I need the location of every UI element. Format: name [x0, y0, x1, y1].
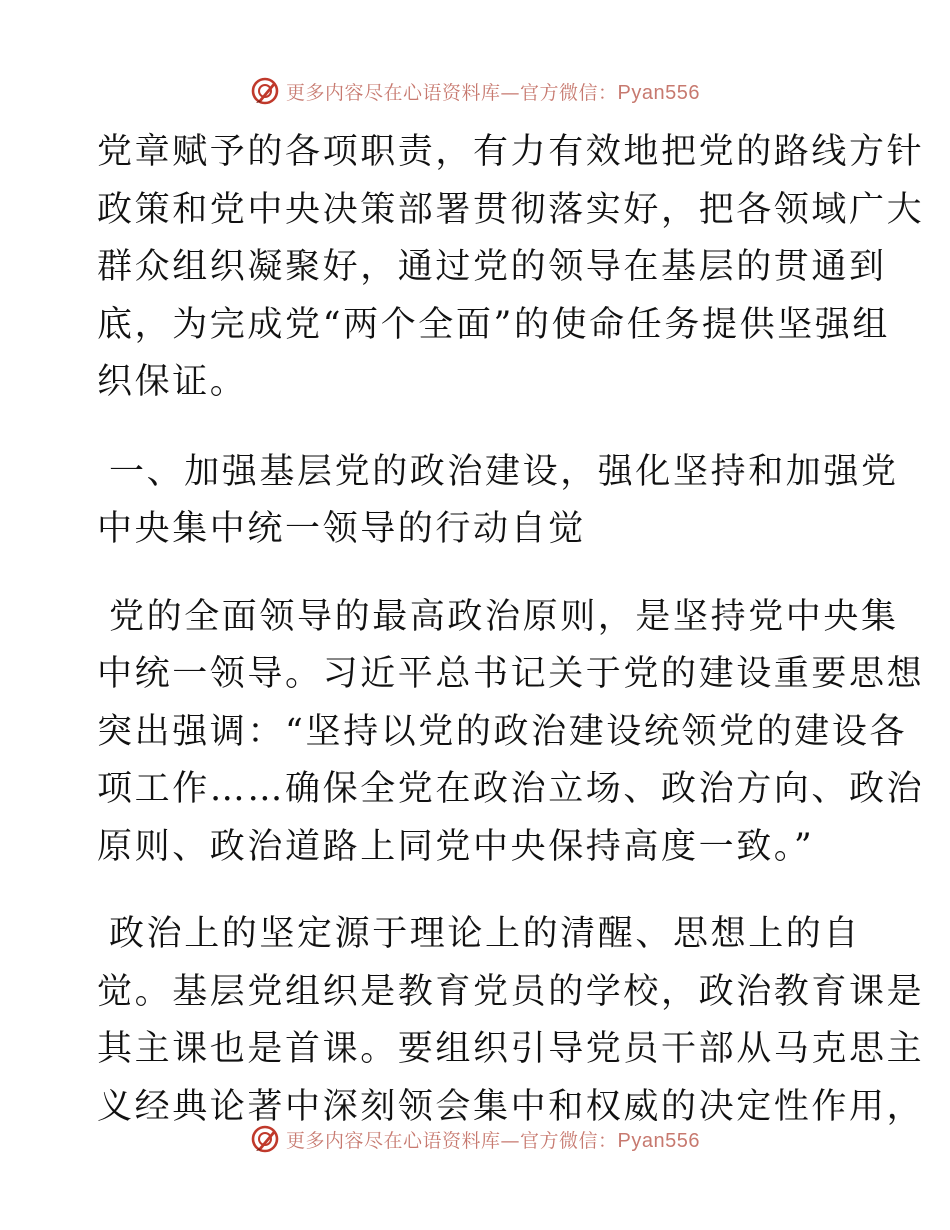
watermark-wechat-id: Pyan556: [617, 1129, 700, 1152]
document-body: [97, 124, 925, 1136]
section-heading-1: [97, 444, 899, 559]
text-line: 觉。基层党组织是教育党员的学校，政治教育课是: [97, 971, 925, 1012]
watermark-header: [0, 74, 950, 108]
text-line: 其主课也是首课。要组织引导党员干部从马克思主: [97, 1029, 925, 1069]
watermark-label: 更多内容尽在心语资料库—官方微信：: [286, 1129, 618, 1152]
text-line: 突出强调：“坚持以党的政治建设统领党的建设各: [97, 711, 908, 752]
text-line: 织保证。: [97, 362, 248, 402]
paragraph-3: [97, 906, 925, 1136]
text-line: 党的全面领导的最高政治原则，是坚持党中央集: [109, 596, 899, 637]
paragraph-2: [97, 589, 925, 877]
watermark-footer: [0, 1122, 950, 1156]
watermark-text: [286, 1126, 700, 1153]
paragraph-1: [97, 124, 925, 412]
text-line: 政策和党中央决策部署贯彻落实好，把各领域广大: [97, 189, 925, 230]
text-line: 群众组织凝聚好，通过党的领导在基层的贯通到: [97, 247, 887, 287]
pen-logo-icon: [250, 76, 280, 106]
text-line: 义经典论著中深刻领会集中和权威的决定性作用，: [97, 1086, 925, 1127]
pen-logo-icon: [250, 1124, 280, 1154]
text-line: 政治上的坚定源于理论上的清醒、思想上的自: [109, 914, 862, 954]
heading-line: 中央集中统一领导的行动自觉: [97, 509, 586, 549]
text-line: 底，为完成党“两个全面”的使命任务提供坚强组: [97, 304, 890, 345]
watermark-wechat-id: Pyan556: [617, 81, 700, 104]
text-line: 中统一领导。习近平总书记关于党的建设重要思想: [97, 654, 925, 694]
text-line: 原则、政治道路上同党中央保持高度一致。”: [97, 826, 815, 867]
text-line: 党章赋予的各项职责，有力有效地把党的路线方针: [97, 132, 925, 172]
heading-line: 一、加强基层党的政治建设，强化坚持和加强党: [109, 451, 899, 492]
watermark-label: 更多内容尽在心语资料库—官方微信：: [286, 81, 618, 104]
text-line: 项工作……确保全党在政治立场、政治方向、政治: [97, 769, 925, 809]
watermark-text: [286, 78, 700, 105]
